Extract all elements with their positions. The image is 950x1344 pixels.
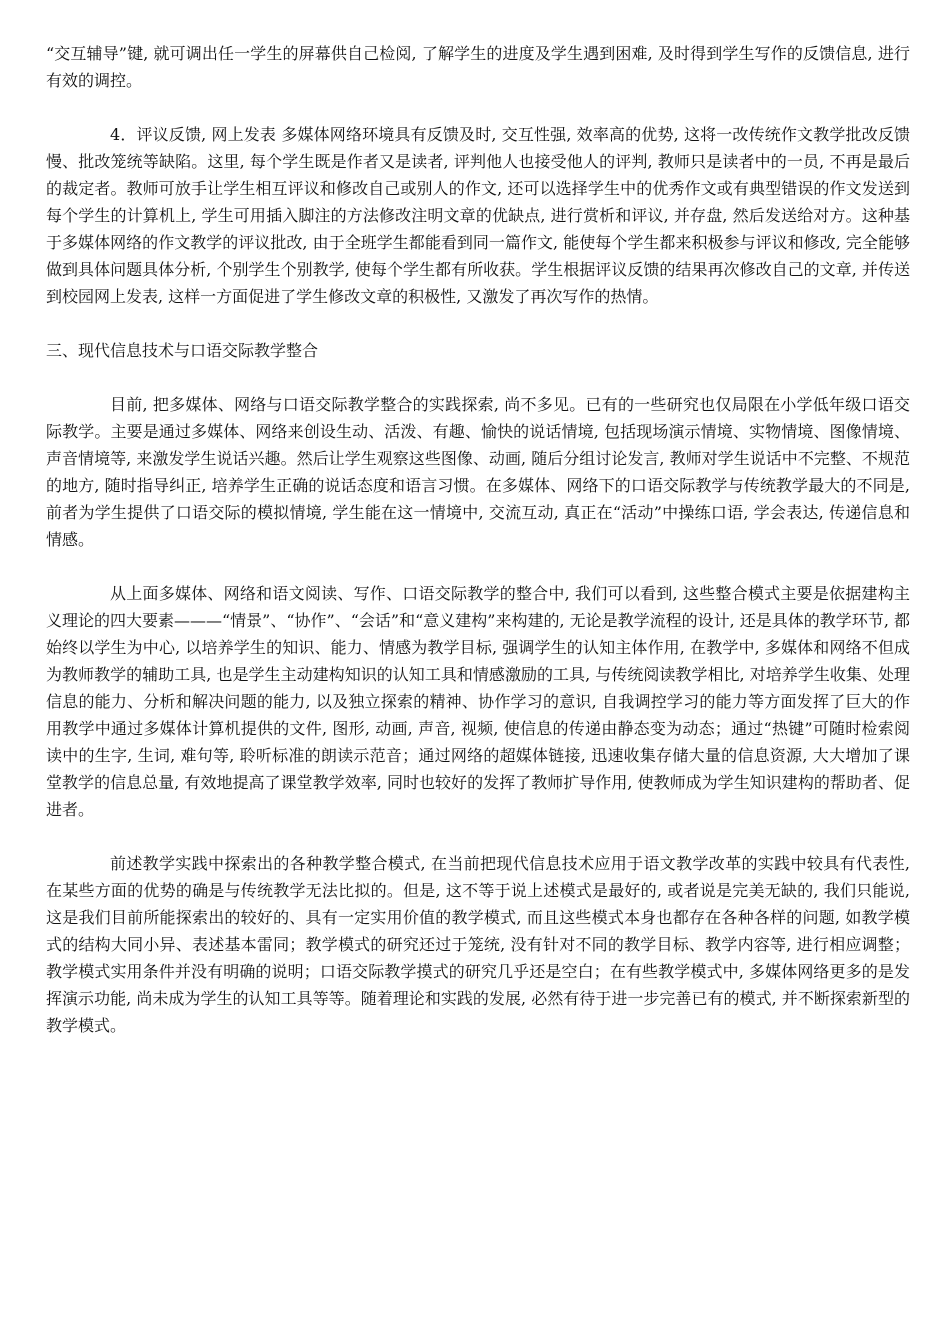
paragraph-review-feedback: 4．评议反馈, 网上发表 多媒体网络环境具有反馈及时, 交互性强, 效率高的优势, 这将一改传统作文教学批改反馈慢、批改笼统等缺陷。这里, 每个学生既是作者又是读者, 评判他人也接受他人的评判, 教师只是读者中的一员, 不再是最后的裁定者。教师可放手让学生相互评议和修改自己或别人的作文, 还可以选择学生中的优秀作文或有典型错误的作文发送到每个学生的计算机上, 学生可用插入脚注的方法修改注明文章的优缺点, 进行赏析和评议, 并存盘, 然后发送给对方。这种基于多媒体网络的作文教学的评议批改, 由于全班学生都能看到同一篇作文, 能使每个学生都来积极参与评议和修改, 完全能够做到具体问题具体分析, 个别学生个别教学, 使每个学生都有所收获。学生根据评议反馈的结果再次修改自己的文章, 并传送到校园网上发表, 这样一方面促进了学生修改文章的积极性, 又激发了再次写作的热情。 — [46, 125, 910, 306]
section-heading: 三、现代信息技术与口语交际教学整合 — [46, 341, 319, 360]
paragraph-continuation: “交互辅导”键, 就可调出任一学生的屏幕供自己检阅, 了解学生的进度及学生遇到困难, 及时得到学生写作的反馈信息, 进行有效的调控。 — [46, 44, 910, 90]
paragraph-constructivism: 从上面多媒体、网络和语文阅读、写作、口语交际教学的整合中, 我们可以看到, 这些整合模式主要是依据建构主义理论的四大要素———“情景”、“协作”、“会话”和“意义建构”来构建的, 无论是教学流程的设计, 还是具体的教学环节, 都始终以学生为中心, 以培养学生的知识、能力、情感为教学目标, 强调学生的认知主体作用, 在教学中, 多媒体和网络不但成为教师教学的辅助工具, 也是学生主动建构知识的认知工具和情感激励的工具, 与传统阅读教学相比, 对培养学生收集、处理信息的能力、分析和解决问题的能力, 以及独立探索的精神、协作学习的意识, 自我调控学习的能力等方面发挥了巨大的作用教学中通过多媒体计算机提供的文件, 图形, 动画, 声音, 视频, 使信息的传递由静态变为动态；通过“热键”可随时检索阅读中的生字, 生词, 难句等, 聆听标准的朗读示范音；通过网络的超媒体链接, 迅速收集存储大量的信息资源, 大大增加了课堂教学的信息总量, 有效地提高了课堂教学效率, 同时也较好的发挥了教师扩导作用, 使教师成为学生知识建构的帮助者、促进者。 — [46, 584, 910, 819]
paragraph-conclusion: 前述教学实践中探索出的各种教学整合模式, 在当前把现代信息技术应用于语文教学改革的实践中较具有代表性, 在某些方面的优势的确是与传统教学无法比拟的。但是, 这不等于说上述模式是最好的, 或者说是完美无缺的, 我们只能说, 这是我们目前所能探索出的较好的、具有一定实用价值的教学模式, 而且这些模式本身也都存在各种各样的问题, 如教学模式的结构大同小异、表述基本雷同；教学模式的研究还过于笼统, 没有针对不同的教学目标、教学内容等, 进行相应调整；教学模式实用条件并没有明确的说明；口语交际教学摸式的研究几乎还是空白；在有些教学模式中, 多媒体网络更多的是发挥演示功能, 尚未成为学生的认知工具等等。随着理论和实践的发展, 必然有待于进一步完善已有的模式, 并不断探索新型的教学模式。 — [46, 854, 910, 1035]
paragraph-oral-communication: 目前, 把多媒体、网络与口语交际教学整合的实践探索, 尚不多见。已有的一些研究也仅局限在小学低年级口语交际教学。主要是通过多媒体、网络来创设生动、活泼、有趣、愉快的说话情境, 包括现场演示情境、实物情境、图像情境、声音情境等, 来激发学生说话兴趣。然后让学生观察这些图像、动画, 随后分组讨论发言, 教师对学生说话中不完整、不规范的地方, 随时指导纠正, 培养学生正确的说话态度和语言习惯。在多媒体、网络下的口语交际教学与传统教学最大的不同是, 前者为学生提供了口语交际的模拟情境, 学生能在这一情境中, 交流互动, 真正在“活动”中操练口语, 学会表达, 传递信息和情感。 — [46, 395, 910, 549]
